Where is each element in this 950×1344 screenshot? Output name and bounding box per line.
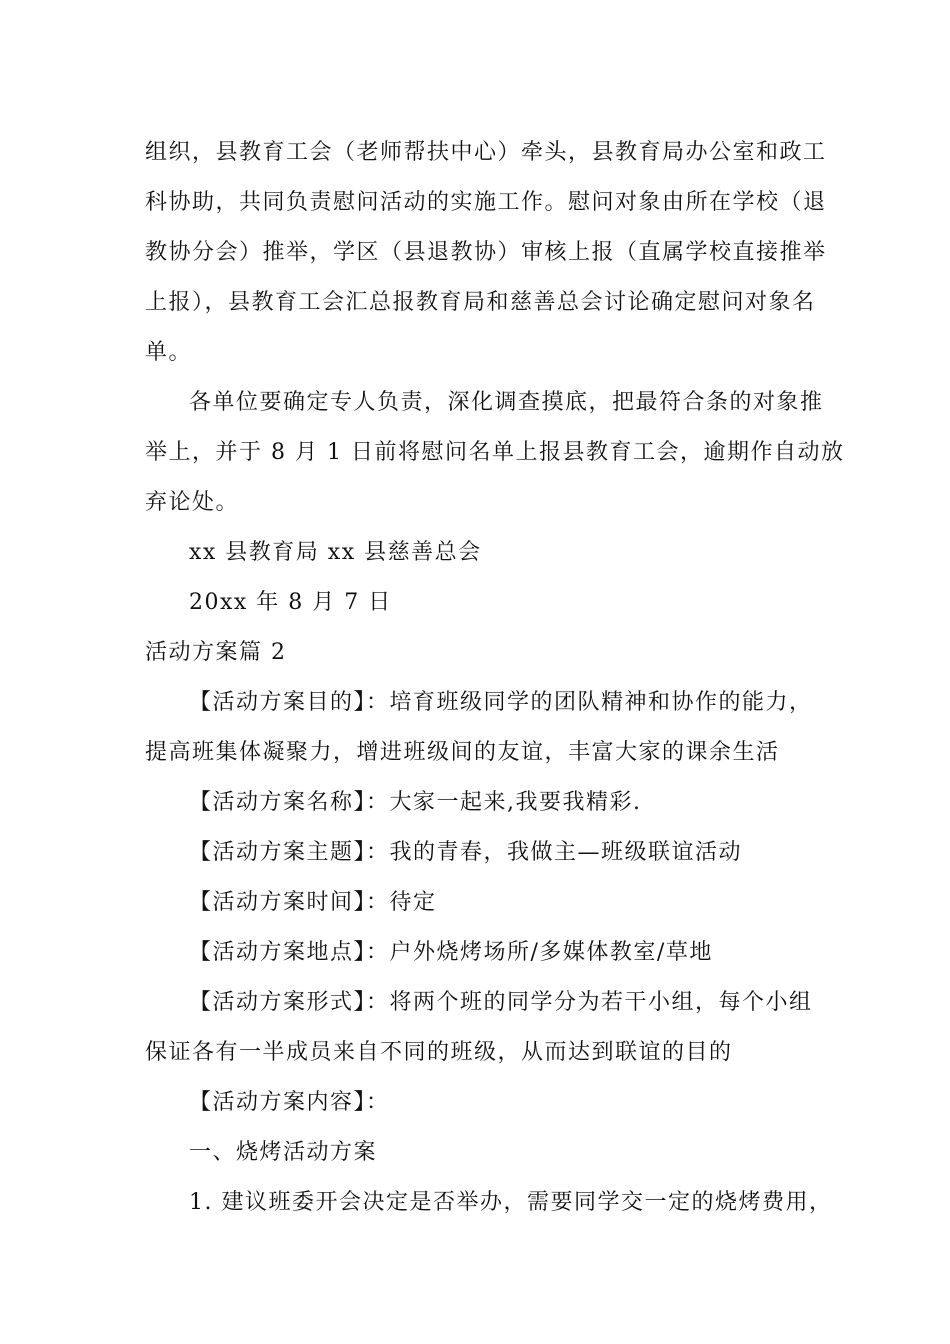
paragraph-line: 组织，县教育工会（老师帮扶中心）牵头，县教育局办公室和政工 xyxy=(145,140,827,165)
paragraph-line: 【活动方案时间】：待定 xyxy=(189,890,437,915)
paragraph-line: 科协助，共同负责慰问活动的实施工作。慰问对象由所在学校（退 xyxy=(145,190,827,215)
paragraph-line: 【活动方案地点】：户外烧烤场所/多媒体教室/草地 xyxy=(189,940,713,965)
paragraph-line: 举上，并于 8 月 1 日前将慰问名单上报县教育工会，逾期作自动放 xyxy=(145,440,845,465)
section-title: 活动方案篇 2 xyxy=(145,640,287,665)
paragraph-line: 【活动方案内容】： xyxy=(189,1090,390,1115)
paragraph-line: 单。 xyxy=(145,340,193,365)
paragraph-line: 弃论处。 xyxy=(145,490,240,515)
paragraph-line: 保证各有一半成员来自不同的班级，从而达到联谊的目的 xyxy=(145,1040,733,1065)
subsection-heading: 一、烧烤活动方案 xyxy=(189,1140,378,1165)
paragraph-line: 1. 建议班委开会决定是否举办，需要同学交一定的烧烤费用， xyxy=(189,1190,833,1215)
signature-line: xx 县教育局 xx 县慈善总会 xyxy=(189,540,482,565)
paragraph-line: 各单位要确定专人负责，深化调查摸底，把最符合条的对象推 xyxy=(189,390,824,415)
paragraph-line: 【活动方案目的】：培育班级同学的团队精神和协作的能力， xyxy=(189,690,813,715)
paragraph-line: 【活动方案形式】：将两个班的同学分为若干小组，每个小组 xyxy=(189,990,813,1015)
paragraph-line: 【活动方案主题】：我的青春，我做主—班级联谊活动 xyxy=(189,840,743,865)
paragraph-line: 教协分会）推举，学区（县退教协）审核上报（直属学校直接推举 xyxy=(145,240,827,265)
date-line: 20xx 年 8 月 7 日 xyxy=(189,590,392,615)
document-body xyxy=(145,128,845,1228)
paragraph-line: 上报），县教育工会汇总报教育局和慈善总会讨论确定慰问对象名 xyxy=(145,290,816,315)
paragraph-line: 【活动方案名称】：大家一起来,我要我精彩. xyxy=(189,790,642,815)
paragraph-line: 提高班集体凝聚力，增进班级间的友谊，丰富大家的课余生活 xyxy=(145,740,780,765)
